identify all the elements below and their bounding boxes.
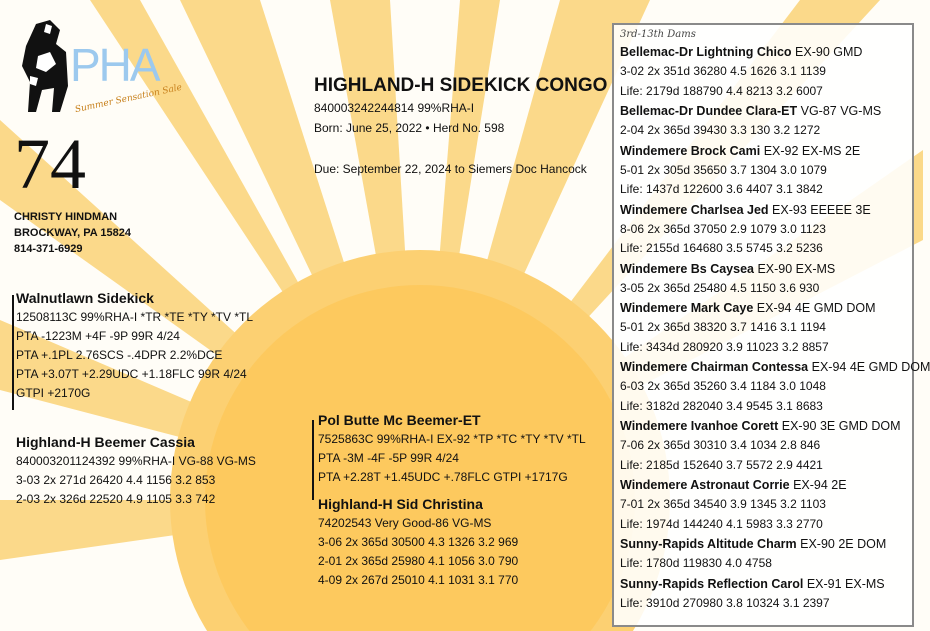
dam-entry-name: Windemere Brock Cami EX-92 EX-MS 2E — [620, 143, 861, 158]
dam-entry-name: Windemere Astronaut Corrie EX-94 2E — [620, 478, 847, 492]
dam-entry-name: Bellemac-Dr Lightning Chico EX-90 GMD — [620, 45, 863, 59]
pha-logo — [16, 16, 196, 116]
dam-entry-record: Life: 1974d 144240 4.1 5983 3.3 2770 — [620, 516, 823, 531]
dam-entry-record: Life: 1780d 119830 4.0 4758 — [620, 556, 772, 570]
dam-entry-name: Windemere Charlsea Jed EX-93 EEEEE 3E — [620, 202, 871, 217]
logo-subtitle: Summer Sensation Sale — [74, 82, 183, 116]
dam-entry-name: Windemere Mark Caye EX-94 4E GMD DOM — [620, 301, 876, 315]
dam-entry-record: 8-06 2x 365d 37050 2.9 1079 3.0 1123 — [620, 221, 826, 236]
mgs-line: 7525863C 99%RHA-I EX-92 *TP *TC *TY *TV *TL — [318, 432, 586, 446]
mgs-line: PTA +2.28T +1.45UDC +.78FLC GTPI +1717G — [318, 470, 568, 484]
sire-line: PTA +.1PL 2.76SCS -.4DPR 2.2%DCE — [16, 348, 223, 362]
animal-due: Due: September 22, 2024 to Siemers Doc Hancock — [314, 162, 587, 176]
second-dam-line: 74202543 Very Good-86 VG-MS — [318, 516, 492, 530]
dam-entry-record: Life: 2155d 164680 3.5 5745 3.2 5236 — [620, 241, 823, 255]
dam-entry-record: 3-05 2x 365d 25480 4.5 1150 3.6 930 — [620, 280, 820, 295]
consignor-phone: 814-371-6929 — [14, 243, 83, 255]
sire-bracket — [12, 295, 14, 410]
dam-entry-record: 2-04 2x 365d 39430 3.3 130 3.2 1272 — [620, 123, 821, 137]
lot-number: 74 — [14, 124, 86, 204]
sire-line: PTA +3.07T +2.29UDC +1.18FLC 99R 4/24 — [16, 367, 247, 381]
logo-initials: PHA — [70, 39, 159, 91]
maternal-grandsire-block — [318, 410, 586, 487]
sire-block — [16, 288, 253, 403]
dam-entry-record: Life: 2185d 152640 3.7 5572 2.9 4421 — [620, 457, 823, 472]
dam-entry-name: Sunny-Rapids Altitude Charm EX-90 2E DOM — [620, 537, 887, 551]
dam-entry-record: Life: 3182d 282040 3.4 9545 3.1 8683 — [620, 398, 823, 413]
dam-entry-record: 7-01 2x 365d 34540 3.9 1345 3.2 1103 — [620, 497, 826, 511]
dam-entry-record: 6-03 2x 365d 35260 3.4 1184 3.0 1048 — [620, 379, 826, 393]
second-dam-block — [318, 494, 518, 590]
dam-entry-name: Sunny-Rapids Reflection Carol EX-91 EX-MS — [620, 576, 885, 591]
dam-entry-record: Life: 2179d 188790 4.4 8213 3.2 6007 — [620, 83, 823, 98]
animal-born: Born: June 25, 2022 • Herd No. 598 — [314, 121, 505, 135]
dam-entry-record: 5-01 2x 365d 38320 3.7 1416 3.1 1194 — [620, 320, 826, 334]
dam-line: 2-03 2x 326d 22520 4.9 1105 3.3 742 — [16, 492, 216, 506]
dam-entry-record: Life: 1437d 122600 3.6 4407 3.1 3842 — [620, 182, 823, 196]
dam-block — [16, 432, 256, 509]
dams-box-label: 3rd-13th Dams — [620, 29, 696, 40]
dam-entry-name: Windemere Bs Caysea EX-90 EX-MS — [620, 261, 836, 276]
sire-line: 12508113C 99%RHA-I *TR *TE *TY *TV *TL — [16, 310, 253, 324]
sire-line: GTPI +2170G — [16, 386, 91, 400]
sire-name: Walnutlawn Sidekick — [16, 290, 154, 306]
dam-name: Highland-H Beemer Cassia — [16, 434, 195, 450]
dam-entry-record: 7-06 2x 365d 30310 3.4 1034 2.8 846 — [620, 438, 821, 452]
second-dam-line: 3-06 2x 365d 30500 4.3 1326 3.2 969 — [318, 535, 519, 549]
animal-name: HIGHLAND-H SIDEKICK CONGO — [314, 75, 608, 96]
second-dam-line: 4-09 2x 267d 25010 4.1 1031 3.1 770 — [318, 573, 519, 587]
dam-line: 840003201124392 99%RHA-I VG-88 VG-MS — [16, 454, 256, 468]
dam-entry-record: Life: 3434d 280920 3.9 11023 3.2 8857 — [620, 339, 829, 354]
mgs-line: PTA -3M -4F -5P 99R 4/24 — [318, 451, 459, 465]
dam-entry-record: 5-01 2x 305d 35650 3.7 1304 3.0 1079 — [620, 162, 827, 177]
dam-entry-record: 3-02 2x 351d 36280 4.5 1626 3.1 1139 — [620, 64, 826, 78]
animal-id: 840003242244814 99%RHA-I — [314, 101, 475, 115]
mgs-bracket — [312, 420, 314, 500]
dams-box — [612, 23, 930, 627]
consignor-name: CHRISTY HINDMAN — [14, 211, 118, 223]
dam-entry-record: Life: 3910d 270980 3.8 10324 3.1 2397 — [620, 595, 830, 610]
consignor-city: BROCKWAY, PA 15824 — [14, 227, 131, 239]
dam-entry-name: Windemere Ivanhoe Corett EX-90 3E GMD DOM — [620, 419, 901, 433]
second-dam-name: Highland-H Sid Christina — [318, 496, 483, 512]
dam-line: 3-03 2x 271d 26420 4.4 1156 3.2 853 — [16, 473, 216, 487]
second-dam-line: 2-01 2x 365d 25980 4.1 1056 3.0 790 — [318, 554, 519, 568]
dam-entry-name: Windemere Chairman Contessa EX-94 4E GMD DOM — [620, 360, 930, 374]
sire-line: PTA -1223M +4F -9P 99R 4/24 — [16, 329, 180, 343]
mgs-name: Pol Butte Mc Beemer-ET — [318, 412, 481, 428]
dam-entry-name: Bellemac-Dr Dundee Clara-ET VG-87 VG-MS — [620, 104, 882, 118]
